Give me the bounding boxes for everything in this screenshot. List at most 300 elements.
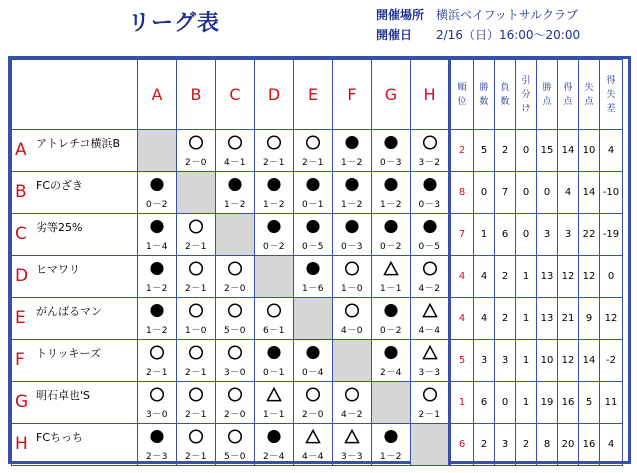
result-cell [411, 298, 450, 340]
row-letter: H [15, 434, 28, 454]
filled-circle-icon [150, 261, 165, 276]
result-cell [177, 130, 216, 172]
team-row [12, 424, 623, 466]
filled-circle-icon [422, 177, 437, 192]
result-cell [411, 172, 450, 214]
stat-value: 4 [600, 130, 623, 172]
stat-header-char: 分 [521, 89, 531, 100]
open-circle-icon [189, 135, 204, 150]
stat-value: 3 [558, 214, 579, 256]
result-cell [372, 214, 411, 256]
result-cell [294, 424, 333, 466]
team-row [12, 130, 623, 172]
stat-value: 8 [537, 424, 558, 466]
stat-value: 0 [537, 172, 558, 214]
column-header-a [138, 60, 177, 130]
stat-value: 0 [474, 172, 495, 214]
column-letter: A [151, 85, 163, 104]
stat-value: 0 [516, 172, 537, 214]
match-score: 1－1 [380, 284, 402, 294]
match-score: 0－5 [418, 242, 441, 252]
result-cell [294, 340, 333, 382]
result-cell [294, 256, 333, 298]
stat-header [558, 60, 579, 130]
filled-circle-icon [384, 303, 399, 318]
filled-circle-icon [267, 219, 282, 234]
match-score: 2－1 [418, 410, 441, 420]
open-circle-icon [267, 135, 282, 150]
stat-value: 1 [516, 256, 537, 298]
result-cell [138, 340, 177, 382]
row-letter: B [15, 182, 27, 202]
stat-value: 12 [558, 256, 579, 298]
triangle-icon [422, 345, 437, 360]
result-cell [138, 172, 177, 214]
stat-header-char: 失 [584, 82, 594, 93]
date-info [376, 26, 580, 43]
result-cell [216, 298, 255, 340]
team-cell [12, 382, 138, 424]
stat-value: 5 [474, 130, 495, 172]
match-score: 2－1 [146, 368, 168, 378]
date-label: 開催日 [376, 28, 413, 42]
filled-circle-icon [306, 219, 321, 234]
stat-header [495, 60, 516, 130]
open-circle-icon [228, 135, 243, 150]
stat-header-char: 得 [606, 75, 616, 86]
stat-header-char: 得 [563, 82, 573, 93]
team-name: アトレチコ横浜B [36, 137, 121, 150]
stat-value: 5 [579, 382, 600, 424]
result-cell [333, 298, 372, 340]
team-cell [12, 424, 138, 466]
stat-value: 6 [495, 214, 516, 256]
filled-circle-icon [384, 177, 399, 192]
stat-header-char: 差 [606, 103, 616, 114]
rank-value: 5 [450, 340, 474, 382]
stat-header-char: 点 [563, 96, 573, 107]
match-score: 4－4 [418, 326, 441, 336]
stat-value: -10 [600, 172, 623, 214]
result-cell [216, 256, 255, 298]
match-score: 0－4 [302, 368, 324, 378]
page-title: リーグ表 [128, 11, 221, 36]
match-score: 0－2 [380, 242, 402, 252]
stat-value: 6 [474, 382, 495, 424]
stat-value: 12 [579, 256, 600, 298]
stat-value: 10 [537, 340, 558, 382]
self-match-cell [333, 340, 372, 382]
stat-header [474, 60, 495, 130]
rank-value: 4 [450, 256, 474, 298]
stat-value: 1 [516, 340, 537, 382]
match-score: 1－2 [380, 452, 402, 462]
result-cell [372, 298, 411, 340]
stat-value: 3 [495, 340, 516, 382]
result-cell [138, 298, 177, 340]
column-letter: E [307, 85, 319, 104]
stat-header-char: 勝 [542, 82, 552, 93]
result-cell [333, 424, 372, 466]
match-score: 4－4 [302, 452, 324, 462]
open-circle-icon [345, 303, 360, 318]
stat-header [450, 60, 474, 130]
match-score: 1－2 [146, 326, 168, 336]
match-score: 1－2 [341, 158, 363, 168]
open-circle-icon [189, 429, 204, 444]
match-score: 2－1 [302, 158, 324, 168]
filled-circle-icon [150, 177, 165, 192]
result-cell [177, 214, 216, 256]
result-cell [177, 256, 216, 298]
match-score: 2－1 [185, 242, 207, 252]
stat-value: 3 [495, 424, 516, 466]
column-header-h [411, 60, 450, 130]
result-cell [294, 172, 333, 214]
column-header-d [255, 60, 294, 130]
stat-header-char: 位 [457, 96, 467, 107]
match-score: 1－0 [341, 284, 363, 294]
result-cell [294, 382, 333, 424]
match-score: 1－2 [146, 284, 168, 294]
result-cell [372, 340, 411, 382]
filled-circle-icon [422, 219, 437, 234]
result-cell [333, 172, 372, 214]
match-score: 2－1 [185, 410, 207, 420]
match-score: 2－1 [185, 368, 207, 378]
result-cell [255, 340, 294, 382]
result-cell [255, 382, 294, 424]
self-match-cell [216, 214, 255, 256]
open-circle-icon [228, 261, 243, 276]
column-header-g [372, 60, 411, 130]
result-cell [411, 130, 450, 172]
team-cell [12, 256, 138, 298]
match-score: 0－2 [263, 242, 285, 252]
column-letter: G [384, 85, 398, 104]
match-score: 0－1 [263, 368, 285, 378]
row-letter: C [15, 224, 27, 244]
match-score: 1－4 [146, 242, 168, 252]
team-row [12, 340, 623, 382]
match-score: 3－0 [146, 410, 168, 420]
team-cell [12, 298, 138, 340]
stat-value: 2 [495, 256, 516, 298]
stat-value: 16 [579, 424, 600, 466]
venue-label: 開催場所 [376, 8, 425, 22]
match-score: 1－0 [185, 326, 207, 336]
column-header-e [294, 60, 333, 130]
stat-header [516, 60, 537, 130]
team-name: がんばるマン [36, 305, 102, 318]
rank-value: 2 [450, 130, 474, 172]
rank-value: 8 [450, 172, 474, 214]
match-score: 2－0 [302, 410, 324, 420]
filled-circle-icon [267, 429, 282, 444]
result-cell [372, 256, 411, 298]
result-cell [411, 382, 450, 424]
stat-value: 2 [495, 130, 516, 172]
team-name: 劣等25% [36, 221, 83, 234]
team-row [12, 298, 623, 340]
self-match-cell [411, 424, 450, 466]
match-score: 2－3 [146, 452, 168, 462]
stat-value: 11 [600, 382, 623, 424]
open-circle-icon [228, 303, 243, 318]
stat-header-char: 引 [521, 75, 531, 86]
stat-header [579, 60, 600, 130]
open-circle-icon [267, 303, 282, 318]
filled-circle-icon [345, 177, 360, 192]
match-score: 0－3 [380, 158, 402, 168]
filled-circle-icon [306, 261, 321, 276]
result-cell [216, 130, 255, 172]
stat-header-char: け [521, 103, 531, 114]
triangle-icon [384, 261, 399, 276]
stat-header [600, 60, 623, 130]
stat-header-char: 数 [479, 96, 489, 107]
rank-value: 7 [450, 214, 474, 256]
row-letter: E [15, 308, 26, 328]
stat-value: 1 [516, 298, 537, 340]
match-score: 1－2 [341, 200, 363, 210]
self-match-cell [294, 298, 333, 340]
result-cell [372, 424, 411, 466]
open-circle-icon [189, 219, 204, 234]
result-cell [177, 424, 216, 466]
stat-value: 22 [579, 214, 600, 256]
self-match-cell [177, 172, 216, 214]
result-cell [255, 214, 294, 256]
match-score: 2－4 [263, 452, 285, 462]
rank-value: 1 [450, 382, 474, 424]
stat-value: 4 [474, 256, 495, 298]
match-score: 1－2 [380, 200, 402, 210]
rank-value: 6 [450, 424, 474, 466]
stat-header-char: 数 [500, 96, 510, 107]
stat-header [537, 60, 558, 130]
filled-circle-icon [384, 135, 399, 150]
match-score: 4－2 [418, 284, 441, 294]
match-score: 4－2 [341, 410, 363, 420]
result-cell [333, 382, 372, 424]
filled-circle-icon [345, 135, 360, 150]
result-cell [177, 340, 216, 382]
result-cell [411, 340, 450, 382]
stat-value: 0 [516, 130, 537, 172]
result-cell [216, 172, 255, 214]
result-cell [372, 172, 411, 214]
match-score: 0－3 [418, 200, 441, 210]
result-cell [177, 298, 216, 340]
match-score: 2－0 [185, 158, 207, 168]
stat-value: 0 [600, 256, 623, 298]
result-cell [294, 214, 333, 256]
stat-value: 2 [474, 424, 495, 466]
row-letter: F [15, 350, 25, 370]
match-score: 4－1 [224, 158, 246, 168]
match-score: 2－0 [224, 410, 246, 420]
stat-value: 4 [474, 298, 495, 340]
result-cell [138, 214, 177, 256]
stat-header-char: 勝 [479, 82, 489, 93]
open-circle-icon [189, 303, 204, 318]
stat-value: 14 [558, 130, 579, 172]
result-cell [411, 256, 450, 298]
triangle-icon [422, 303, 437, 318]
stat-header-char: 順 [457, 82, 467, 93]
stat-header-char: 点 [542, 96, 552, 107]
venue-info [376, 6, 578, 23]
result-cell [138, 424, 177, 466]
result-cell [216, 382, 255, 424]
stat-value: 10 [579, 130, 600, 172]
match-score: 0－2 [380, 326, 402, 336]
filled-circle-icon [384, 345, 399, 360]
stat-value: 13 [537, 298, 558, 340]
filled-circle-icon [150, 219, 165, 234]
column-letter: C [229, 85, 241, 104]
stat-value: 0 [516, 214, 537, 256]
triangle-icon [267, 387, 282, 402]
filled-circle-icon [306, 177, 321, 192]
filled-circle-icon [150, 429, 165, 444]
match-score: 4－0 [341, 326, 363, 336]
filled-circle-icon [384, 429, 399, 444]
stat-value: 3 [537, 214, 558, 256]
match-score: 0－2 [146, 200, 168, 210]
team-name: トリッキーズ [36, 347, 102, 360]
open-circle-icon [306, 135, 321, 150]
stat-value: 12 [600, 298, 623, 340]
open-circle-icon [228, 429, 243, 444]
match-score: 5－0 [224, 452, 246, 462]
team-row [12, 256, 623, 298]
stat-value: 2 [516, 424, 537, 466]
stat-value: 14 [579, 340, 600, 382]
filled-circle-icon [150, 303, 165, 318]
match-score: 0－3 [341, 242, 363, 252]
filled-circle-icon [306, 345, 321, 360]
result-cell [255, 172, 294, 214]
team-name: FCのざき [36, 179, 84, 192]
open-circle-icon [189, 345, 204, 360]
stat-value: 4 [558, 172, 579, 214]
self-match-cell [372, 382, 411, 424]
stat-value: -19 [600, 214, 623, 256]
stat-value: 7 [495, 172, 516, 214]
stat-value: 14 [579, 172, 600, 214]
stat-value: 15 [537, 130, 558, 172]
result-cell [255, 424, 294, 466]
open-circle-icon [345, 261, 360, 276]
match-score: 1－2 [263, 200, 285, 210]
result-cell [138, 382, 177, 424]
stat-value: 19 [537, 382, 558, 424]
header-row [12, 60, 623, 130]
column-letter: F [347, 85, 357, 104]
result-cell [255, 298, 294, 340]
row-letter: G [15, 392, 29, 412]
match-score: 2－4 [380, 368, 402, 378]
stat-value: 3 [474, 340, 495, 382]
venue-value: 横浜ベイフットサルクラブ [436, 8, 578, 22]
match-score: 1－6 [302, 284, 324, 294]
team-name: FCちっち [36, 431, 84, 444]
match-score: 2－1 [185, 284, 207, 294]
result-cell [333, 214, 372, 256]
self-match-cell [255, 256, 294, 298]
result-cell [333, 256, 372, 298]
match-score: 3－0 [224, 368, 246, 378]
triangle-icon [306, 429, 321, 444]
result-cell [216, 340, 255, 382]
open-circle-icon [150, 345, 165, 360]
stat-header-char: 失 [606, 89, 616, 100]
result-cell [411, 214, 450, 256]
stat-header-char: 負 [500, 82, 510, 93]
result-cell [333, 130, 372, 172]
match-score: 5－0 [224, 326, 246, 336]
column-letter: D [267, 85, 281, 104]
stat-value: 9 [579, 298, 600, 340]
row-letter: A [15, 140, 27, 160]
match-score: 2－1 [185, 452, 207, 462]
open-circle-icon [228, 345, 243, 360]
match-score: 0－5 [302, 242, 324, 252]
result-cell [294, 130, 333, 172]
team-row [12, 382, 623, 424]
stat-value: 0 [495, 382, 516, 424]
stat-value: -2 [600, 340, 623, 382]
date-value: 2/16（日）16:00〜20:00 [436, 28, 581, 42]
result-cell [372, 130, 411, 172]
team-cell [12, 214, 138, 256]
team-cell [12, 172, 138, 214]
team-cell [12, 340, 138, 382]
result-cell [216, 424, 255, 466]
result-cell [255, 130, 294, 172]
stat-value: 13 [537, 256, 558, 298]
match-score: 3－2 [418, 158, 441, 168]
match-score: 1－1 [263, 410, 285, 420]
triangle-icon [345, 429, 360, 444]
match-score: 3－3 [418, 368, 441, 378]
corner-cell [12, 60, 138, 130]
column-header-f [333, 60, 372, 130]
result-cell [138, 256, 177, 298]
open-circle-icon [189, 387, 204, 402]
column-header-b [177, 60, 216, 130]
filled-circle-icon [345, 219, 360, 234]
team-cell [12, 130, 138, 172]
team-row [12, 172, 623, 214]
column-letter: H [423, 85, 436, 104]
self-match-cell [138, 130, 177, 172]
result-cell [177, 382, 216, 424]
open-circle-icon [422, 261, 437, 276]
match-score: 1－2 [224, 200, 246, 210]
stat-value: 16 [558, 382, 579, 424]
open-circle-icon [422, 135, 437, 150]
filled-circle-icon [267, 345, 282, 360]
row-letter: D [15, 266, 29, 286]
match-score: 2－0 [224, 284, 246, 294]
stat-value: 12 [558, 340, 579, 382]
stat-value: 1 [474, 214, 495, 256]
team-row [12, 214, 623, 256]
filled-circle-icon [384, 219, 399, 234]
